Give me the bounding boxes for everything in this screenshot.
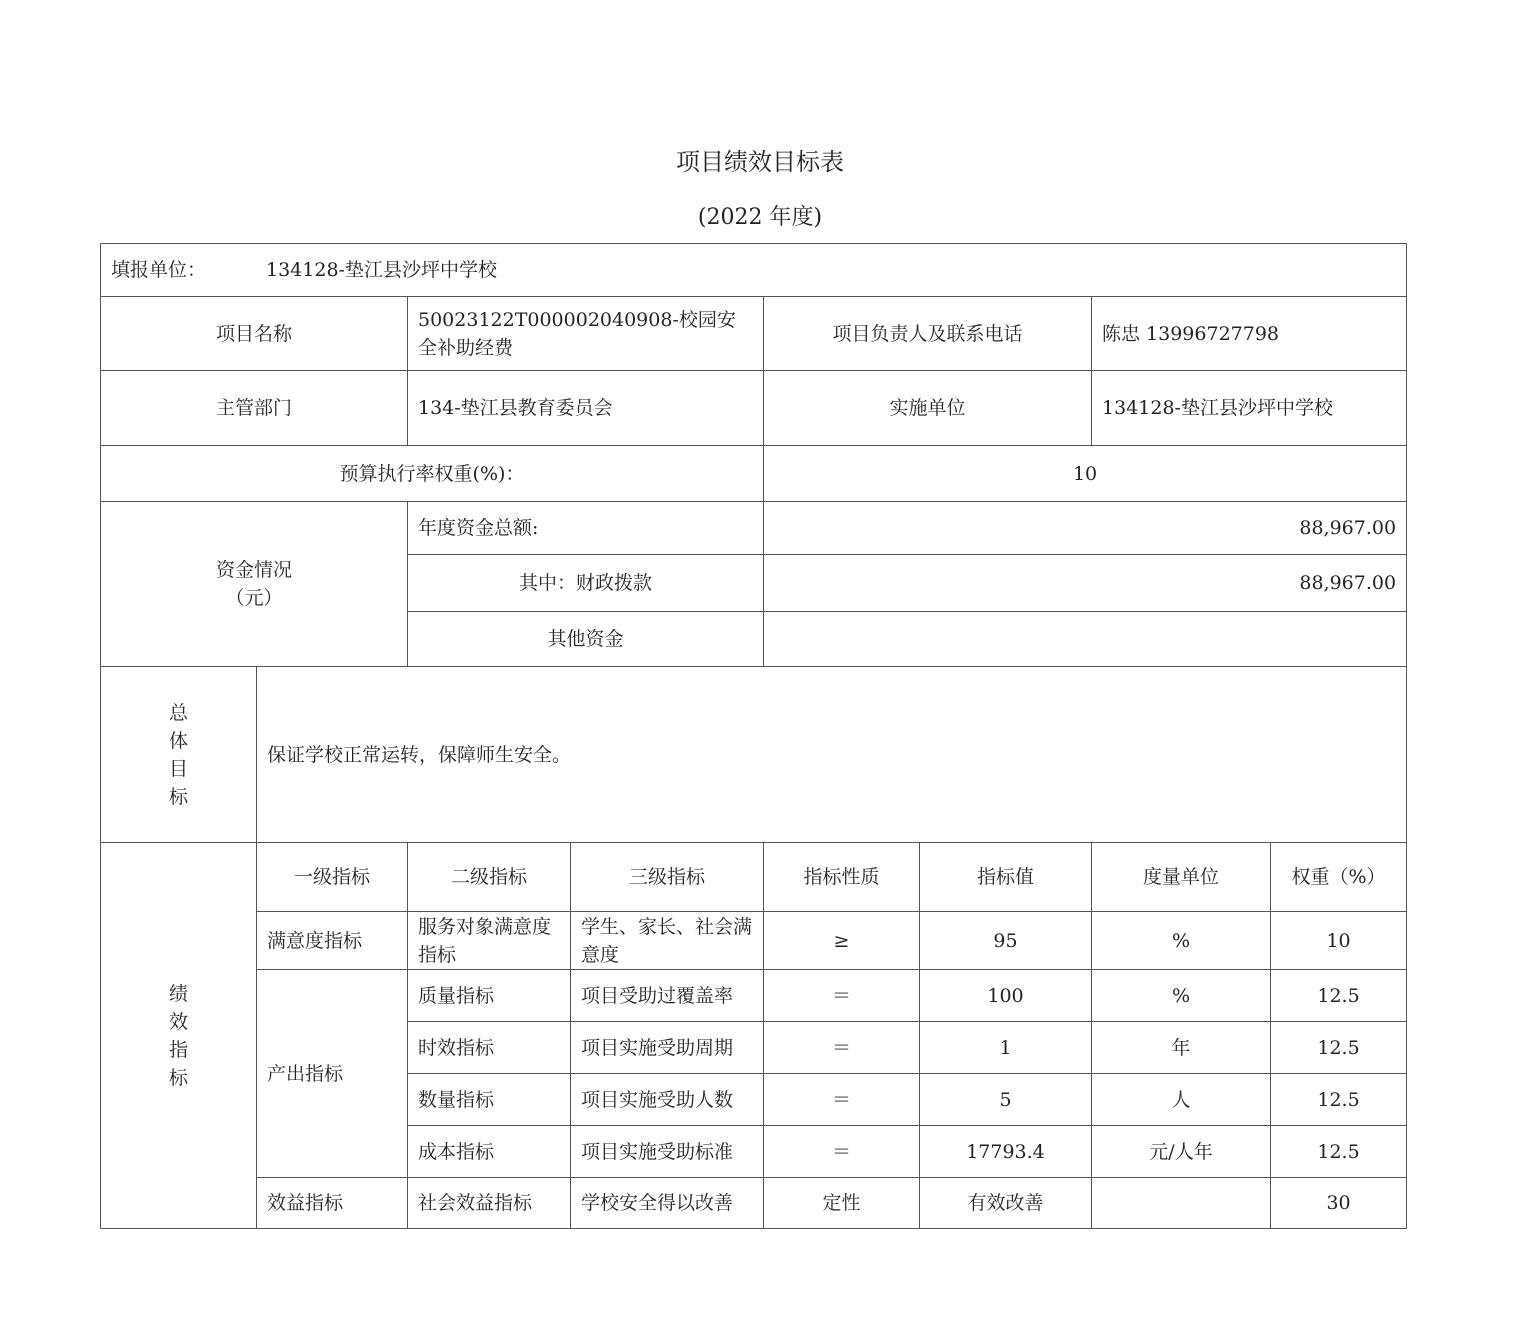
benefit-weight: 30 bbox=[1271, 1178, 1407, 1229]
benefit-level3: 学校安全得以改善 bbox=[571, 1178, 764, 1229]
unit-row bbox=[101, 244, 1407, 297]
funds-total-value: 88,967.00 bbox=[764, 502, 1407, 555]
goal-label-char: 目 bbox=[168, 757, 188, 780]
budget-weight-label: 预算执行率权重(%)： bbox=[101, 446, 764, 502]
goal-label-char: 体 bbox=[168, 729, 188, 752]
indicators-label-char: 指 bbox=[168, 1038, 188, 1061]
header-level3: 三级指标 bbox=[571, 843, 764, 912]
output-level3: 项目实施受助人数 bbox=[571, 1074, 764, 1126]
output-level3: 项目实施受助标准 bbox=[571, 1126, 764, 1178]
table-row bbox=[101, 1178, 1407, 1229]
output-value: 5 bbox=[920, 1074, 1092, 1126]
output-weight: 12.5 bbox=[1271, 1126, 1407, 1178]
funds-fiscal-label: 其中：财政拨款 bbox=[408, 555, 764, 612]
indicators-label-char: 效 bbox=[168, 1010, 188, 1033]
funds-other-label: 其他资金 bbox=[408, 612, 764, 667]
output-level2: 成本指标 bbox=[408, 1126, 571, 1178]
funds-fiscal-value: 88,967.00 bbox=[764, 555, 1407, 612]
output-nature: ＝ bbox=[764, 970, 920, 1022]
output-weight: 12.5 bbox=[1271, 1022, 1407, 1074]
satisfaction-nature: ≥ bbox=[764, 912, 920, 970]
benefit-level1: 效益指标 bbox=[257, 1178, 408, 1229]
header-unit: 度量单位 bbox=[1092, 843, 1271, 912]
output-level3: 项目实施受助周期 bbox=[571, 1022, 764, 1074]
output-unit: % bbox=[1092, 970, 1271, 1022]
goal-row bbox=[101, 667, 1407, 843]
performance-table bbox=[100, 243, 1407, 1229]
dept-value: 134-垫江县教育委员会 bbox=[408, 371, 764, 446]
benefit-nature: 定性 bbox=[764, 1178, 920, 1229]
funds-label bbox=[101, 502, 408, 667]
funds-total-row bbox=[101, 502, 1407, 555]
budget-weight-value: 10 bbox=[764, 446, 1407, 502]
output-unit: 人 bbox=[1092, 1074, 1271, 1126]
output-nature: ＝ bbox=[764, 1126, 920, 1178]
benefit-unit bbox=[1092, 1178, 1271, 1229]
output-level2: 数量指标 bbox=[408, 1074, 571, 1126]
satisfaction-weight: 10 bbox=[1271, 912, 1407, 970]
contact-value: 陈忠 13996727798 bbox=[1092, 297, 1407, 371]
output-value: 1 bbox=[920, 1022, 1092, 1074]
output-weight: 12.5 bbox=[1271, 970, 1407, 1022]
table-row bbox=[101, 912, 1407, 970]
satisfaction-level1: 满意度指标 bbox=[257, 912, 408, 970]
goal-label bbox=[101, 667, 257, 843]
satisfaction-level3: 学生、家长、社会满意度 bbox=[571, 912, 764, 970]
funds-other-value bbox=[764, 612, 1407, 667]
project-name-label: 项目名称 bbox=[101, 297, 408, 371]
output-level1: 产出指标 bbox=[257, 970, 408, 1178]
output-nature: ＝ bbox=[764, 1022, 920, 1074]
output-value: 100 bbox=[920, 970, 1092, 1022]
indicators-label-char: 标 bbox=[168, 1066, 188, 1089]
unit-value: 134128-垫江县沙坪中学校 bbox=[266, 259, 497, 281]
benefit-level2: 社会效益指标 bbox=[408, 1178, 571, 1229]
satisfaction-value: 95 bbox=[920, 912, 1092, 970]
output-level2: 质量指标 bbox=[408, 970, 571, 1022]
header-level2: 二级指标 bbox=[408, 843, 571, 912]
funds-label-line1: 资金情况 bbox=[215, 559, 292, 581]
header-level1: 一级指标 bbox=[257, 843, 408, 912]
impl-unit-label: 实施单位 bbox=[764, 371, 1092, 446]
dept-label: 主管部门 bbox=[101, 371, 408, 446]
indicators-label bbox=[101, 843, 257, 1229]
budget-weight-row bbox=[101, 446, 1407, 502]
goal-label-char: 总 bbox=[168, 701, 188, 724]
satisfaction-level2: 服务对象满意度指标 bbox=[408, 912, 571, 970]
header-value: 指标值 bbox=[920, 843, 1092, 912]
goal-value: 保证学校正常运转，保障师生安全。 bbox=[257, 667, 1407, 843]
unit-label: 填报单位： bbox=[111, 259, 207, 281]
output-nature: ＝ bbox=[764, 1074, 920, 1126]
contact-label: 项目负责人及联系电话 bbox=[764, 297, 1092, 371]
impl-unit-value: 134128-垫江县沙坪中学校 bbox=[1092, 371, 1407, 446]
funds-total-label: 年度资金总额: bbox=[408, 502, 764, 555]
page-title: 项目绩效目标表 bbox=[676, 148, 844, 176]
benefit-value: 有效改善 bbox=[920, 1178, 1092, 1229]
project-row bbox=[101, 297, 1407, 371]
page-subtitle: (2022 年度) bbox=[697, 205, 823, 230]
output-unit: 元/人年 bbox=[1092, 1126, 1271, 1178]
satisfaction-unit: % bbox=[1092, 912, 1271, 970]
output-weight: 12.5 bbox=[1271, 1074, 1407, 1126]
output-level3: 项目受助过覆盖率 bbox=[571, 970, 764, 1022]
indicators-label-char: 绩 bbox=[168, 982, 188, 1005]
project-name-value: 50023122T000002040908-校园安全补助经费 bbox=[408, 297, 764, 371]
unit-cell bbox=[101, 244, 1407, 297]
indicator-header-row bbox=[101, 843, 1407, 912]
output-level2: 时效指标 bbox=[408, 1022, 571, 1074]
goal-label-char: 标 bbox=[168, 785, 188, 808]
funds-label-line2: （元） bbox=[225, 587, 283, 609]
output-unit: 年 bbox=[1092, 1022, 1271, 1074]
table-row bbox=[101, 970, 1407, 1022]
output-value: 17793.4 bbox=[920, 1126, 1092, 1178]
dept-row bbox=[101, 371, 1407, 446]
header-weight: 权重（%） bbox=[1271, 843, 1407, 912]
header-nature: 指标性质 bbox=[764, 843, 920, 912]
